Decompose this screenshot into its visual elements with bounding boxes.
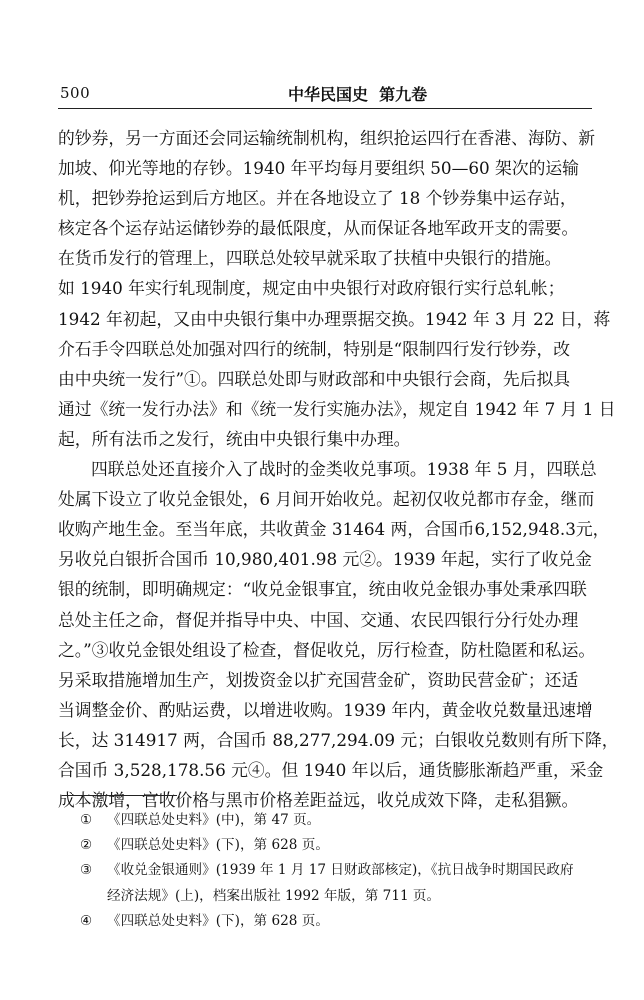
text-line: 核定各个运存站运储钞券的最低限度，从而保证各地军政开支的需要。 bbox=[58, 218, 579, 239]
text-line: 银的统制，即明确规定：“收兑金银事宜，统由收兑金银办事处秉承四联 bbox=[58, 579, 587, 600]
text-line: 如 1940 年实行轧现制度，规定由中央银行对政府银行实行总轧帐； bbox=[58, 278, 565, 299]
footnotes bbox=[80, 808, 600, 934]
footnote bbox=[80, 858, 600, 883]
footnote-marker: ① bbox=[80, 812, 93, 828]
footnote-divider bbox=[62, 795, 177, 796]
footnote-marker: ② bbox=[80, 837, 93, 854]
text-line: 起，所有法币之发行，统由中央银行集中办理。 bbox=[58, 428, 411, 449]
text-line: 长，达 314917 两，合国币 88,277,294.09 元；白银收兑数则有所下降， bbox=[58, 729, 619, 750]
text-line: 介石手令四联总处加强对四行的统制，特别是“限制四行发行钞券，改 bbox=[58, 338, 571, 359]
footnote-text: 《收兑金银通则》(1939 年 1 月 17 日财政部核定)，《抗日战争时期国民政府 bbox=[107, 862, 574, 879]
text-line: 1942 年初起，又由中央银行集中办理票据交换。1942 年 3 月 22 日，蒋 bbox=[58, 308, 611, 329]
footnote-text: 《四联总处史料》(中)，第 47 页。 bbox=[107, 812, 321, 828]
footnote-text: 《四联总处史料》(下)，第 628 页。 bbox=[107, 912, 329, 929]
body-text bbox=[58, 123, 619, 815]
text-line: 机，把钞券抢运到后方地区。并在各地设立了 18 个钞券集中运存站， bbox=[58, 188, 577, 209]
running-title: 中华民国史 第九卷 bbox=[288, 85, 428, 104]
footnote bbox=[80, 808, 600, 833]
text-line: 的钞券，另一方面还会同运输统制机构，组织抢运四行在香港、海防、新 bbox=[58, 128, 596, 148]
text-line: 另采取措施增加生产，划拨资金以扩充国营金矿，资助民营金矿；还适 bbox=[58, 669, 579, 690]
text-line: 当调整金价、酌贴运费，以增进收购。1939 年内，黄金收兑数量迅速增 bbox=[58, 699, 593, 720]
text-line: 之。”③收兑金银处组设了检查，督促收兑，厉行检查，防杜隐匿和私运。 bbox=[58, 639, 596, 660]
text-line: 加坡、仰光等地的存钞。1940 年平均每月要组织 50—60 架次的运输 bbox=[58, 158, 579, 179]
text-line: 收购产地生金。至当年底，共收黄金 31464 两，合国币6,152,948.3元， bbox=[58, 519, 610, 540]
footnote bbox=[80, 833, 600, 858]
text-line: 通过《统一发行办法》和《统一发行实施办法》，规定自 1942 年 7 月 1 日 bbox=[58, 398, 616, 419]
page-number: 500 bbox=[60, 84, 91, 102]
footnote-text: 《四联总处史料》(下)，第 628 页。 bbox=[107, 837, 329, 854]
text-line: 另收兑白银折合国币 10,980,401.98 元②。1939 年起，实行了收兑金 bbox=[58, 549, 592, 570]
text-line: 由中央统一发行”①。四联总处即与财政部和中央银行会商，先后拟具 bbox=[58, 368, 571, 389]
footnote-continuation: 经济法规》(上)，档案出版社 1992 年版，第 711 页。 bbox=[107, 887, 441, 904]
text-line: 总处主任之命，督促并指导中央、中国、交通、农民四银行分行处办理 bbox=[58, 609, 579, 630]
text-line: 成本激增，官收价格与黑市价格差距益远，收兑成效下降，走私猖獗。 bbox=[58, 790, 579, 811]
text-line: 合国币 3,528,178.56 元④。但 1940 年以后，通货膨胀渐趋严重，采金 bbox=[58, 759, 604, 780]
text-line: 在货币发行的管理上，四联总处较早就采取了扶植中央银行的措施。 bbox=[58, 248, 562, 269]
text-line: 四联总处还直接介入了战时的金类收兑事项。1938 年 5 月，四联总 bbox=[91, 459, 597, 480]
footnote-marker: ③ bbox=[80, 862, 93, 879]
text-line: 处属下设立了收兑金银处，6 月间开始收兑。起初仅收兑都市存金，继而 bbox=[58, 489, 595, 510]
footnote-marker: ④ bbox=[80, 912, 93, 929]
page-header bbox=[58, 78, 592, 109]
footnote bbox=[80, 909, 600, 934]
